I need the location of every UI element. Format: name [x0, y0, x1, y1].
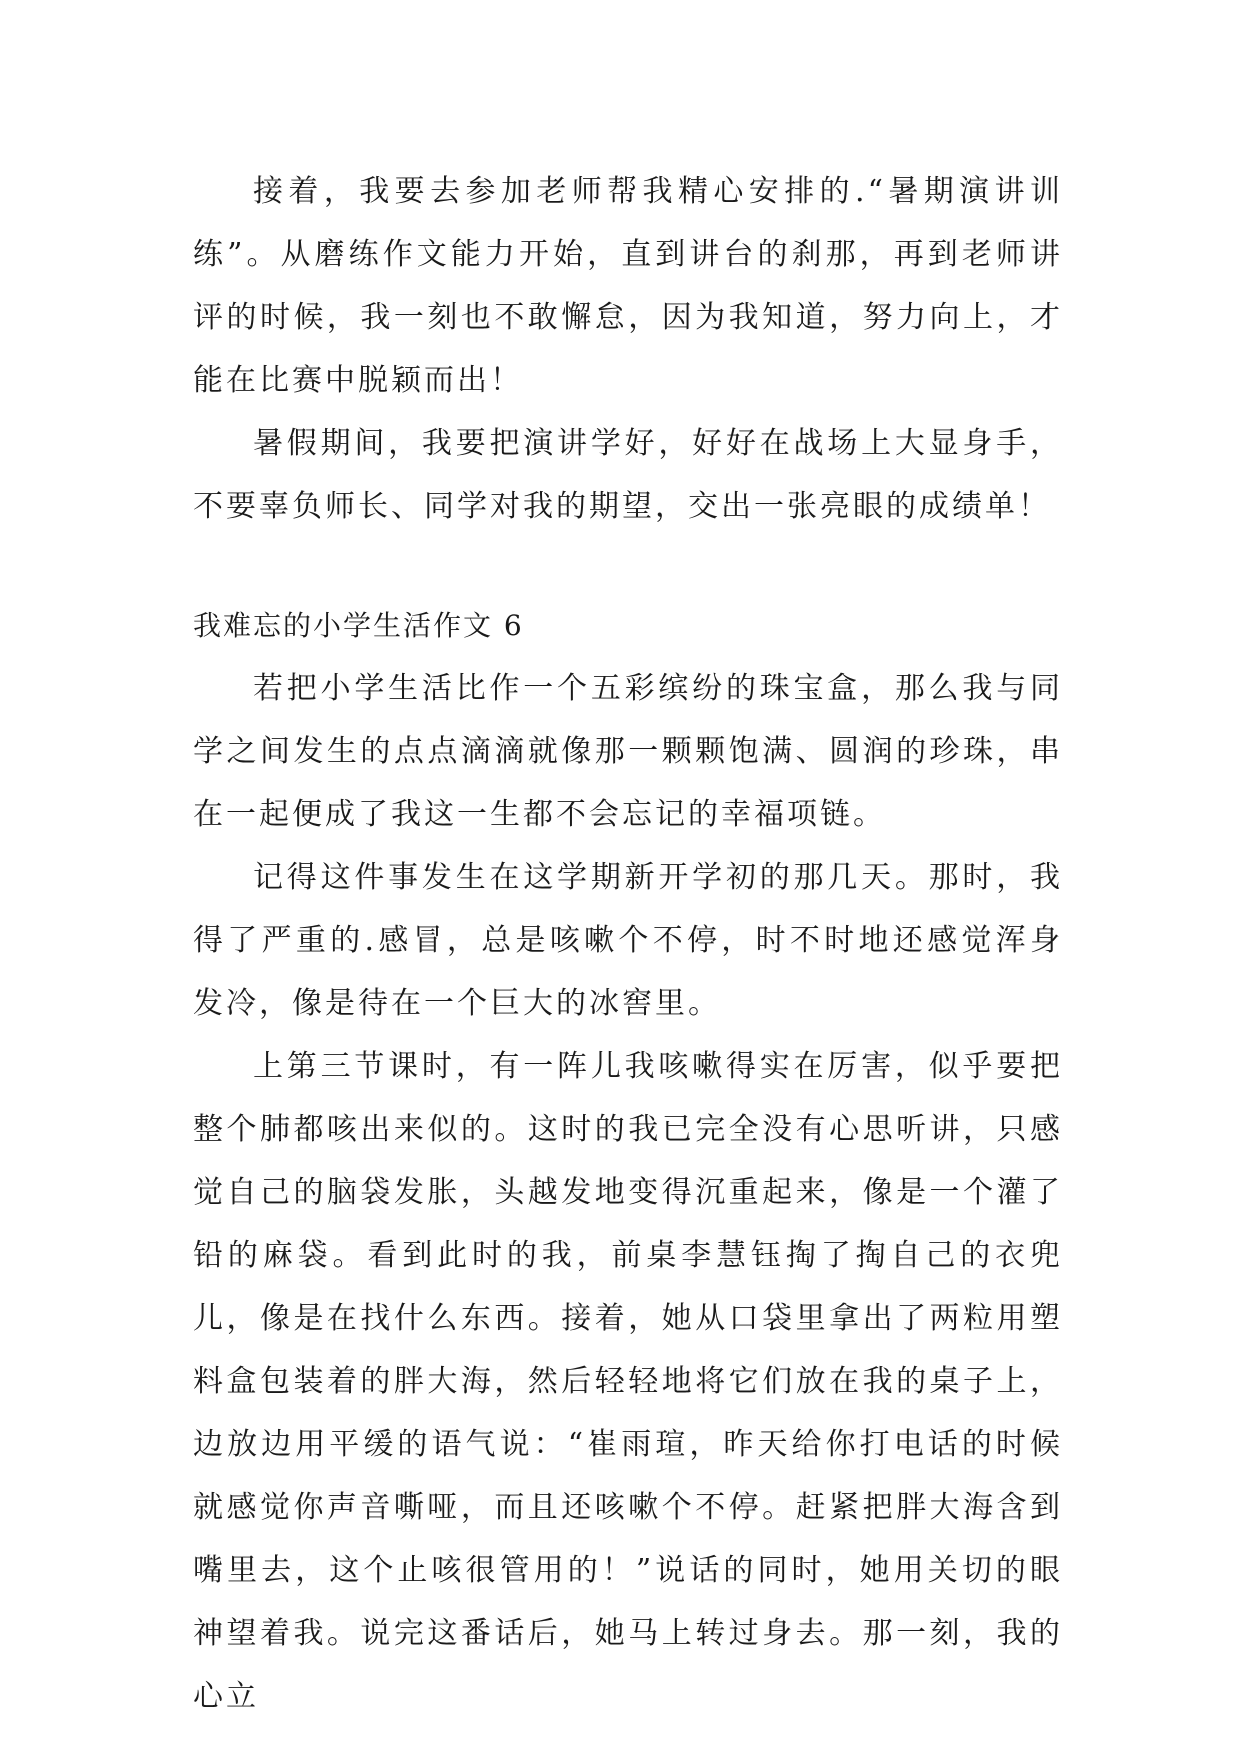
- paragraph: 若把小学生活比作一个五彩缤纷的珠宝盒，那么我与同学之间发生的点点滴滴就像那一颗颗饱满、圆润的珍珠，串在一起便成了我这一生都不会忘记的幸福项链。: [193, 671, 1063, 832]
- paragraph: 暑假期间，我要把演讲学好，好好在战场上大显身手，不要辜负师长、同学对我的期望，交出一张亮眼的成绩单！: [193, 426, 1063, 524]
- document-body: [193, 160, 1063, 1728]
- essay-title: 我难忘的小学生活作文 6: [193, 609, 524, 642]
- paragraph: 接着，我要去参加老师帮我精心安排的.“暑期演讲训练”。从磨练作文能力开始，直到讲台的刹那，再到老师讲评的时候，我一刻也不敢懈怠，因为我知道，努力向上，才能在比赛中脱颖而出！: [193, 174, 1063, 398]
- paragraph: 上第三节课时，有一阵儿我咳嗽得实在厉害，似乎要把整个肺都咳出来似的。这时的我已完全没有心思听讲，只感觉自己的脑袋发胀，头越发地变得沉重起来，像是一个灌了铅的麻袋。看到此时的我，前桌李慧钰掏了掏自己的衣兜儿，像是在找什么东西。接着，她从口袋里拿出了两粒用塑料盒包装着的胖大海，然后轻轻地将它们放在我的桌子上，边放边用平缓的语气说：“崔雨瑄，昨天给你打电话的时候就感觉你声音嘶哑，而且还咳嗽个不停。赶紧把胖大海含到嘴里去，这个止咳很管用的！”说话的同时，她用关切的眼神望着我。说完这番话后，她马上转过身去。那一刻，我的心立: [193, 1049, 1063, 1714]
- paragraph: 记得这件事发生在这学期新开学初的那几天。那时，我得了严重的.感冒，总是咳嗽个不停，时不时地还感觉浑身发冷，像是待在一个巨大的冰窖里。: [193, 860, 1063, 1021]
